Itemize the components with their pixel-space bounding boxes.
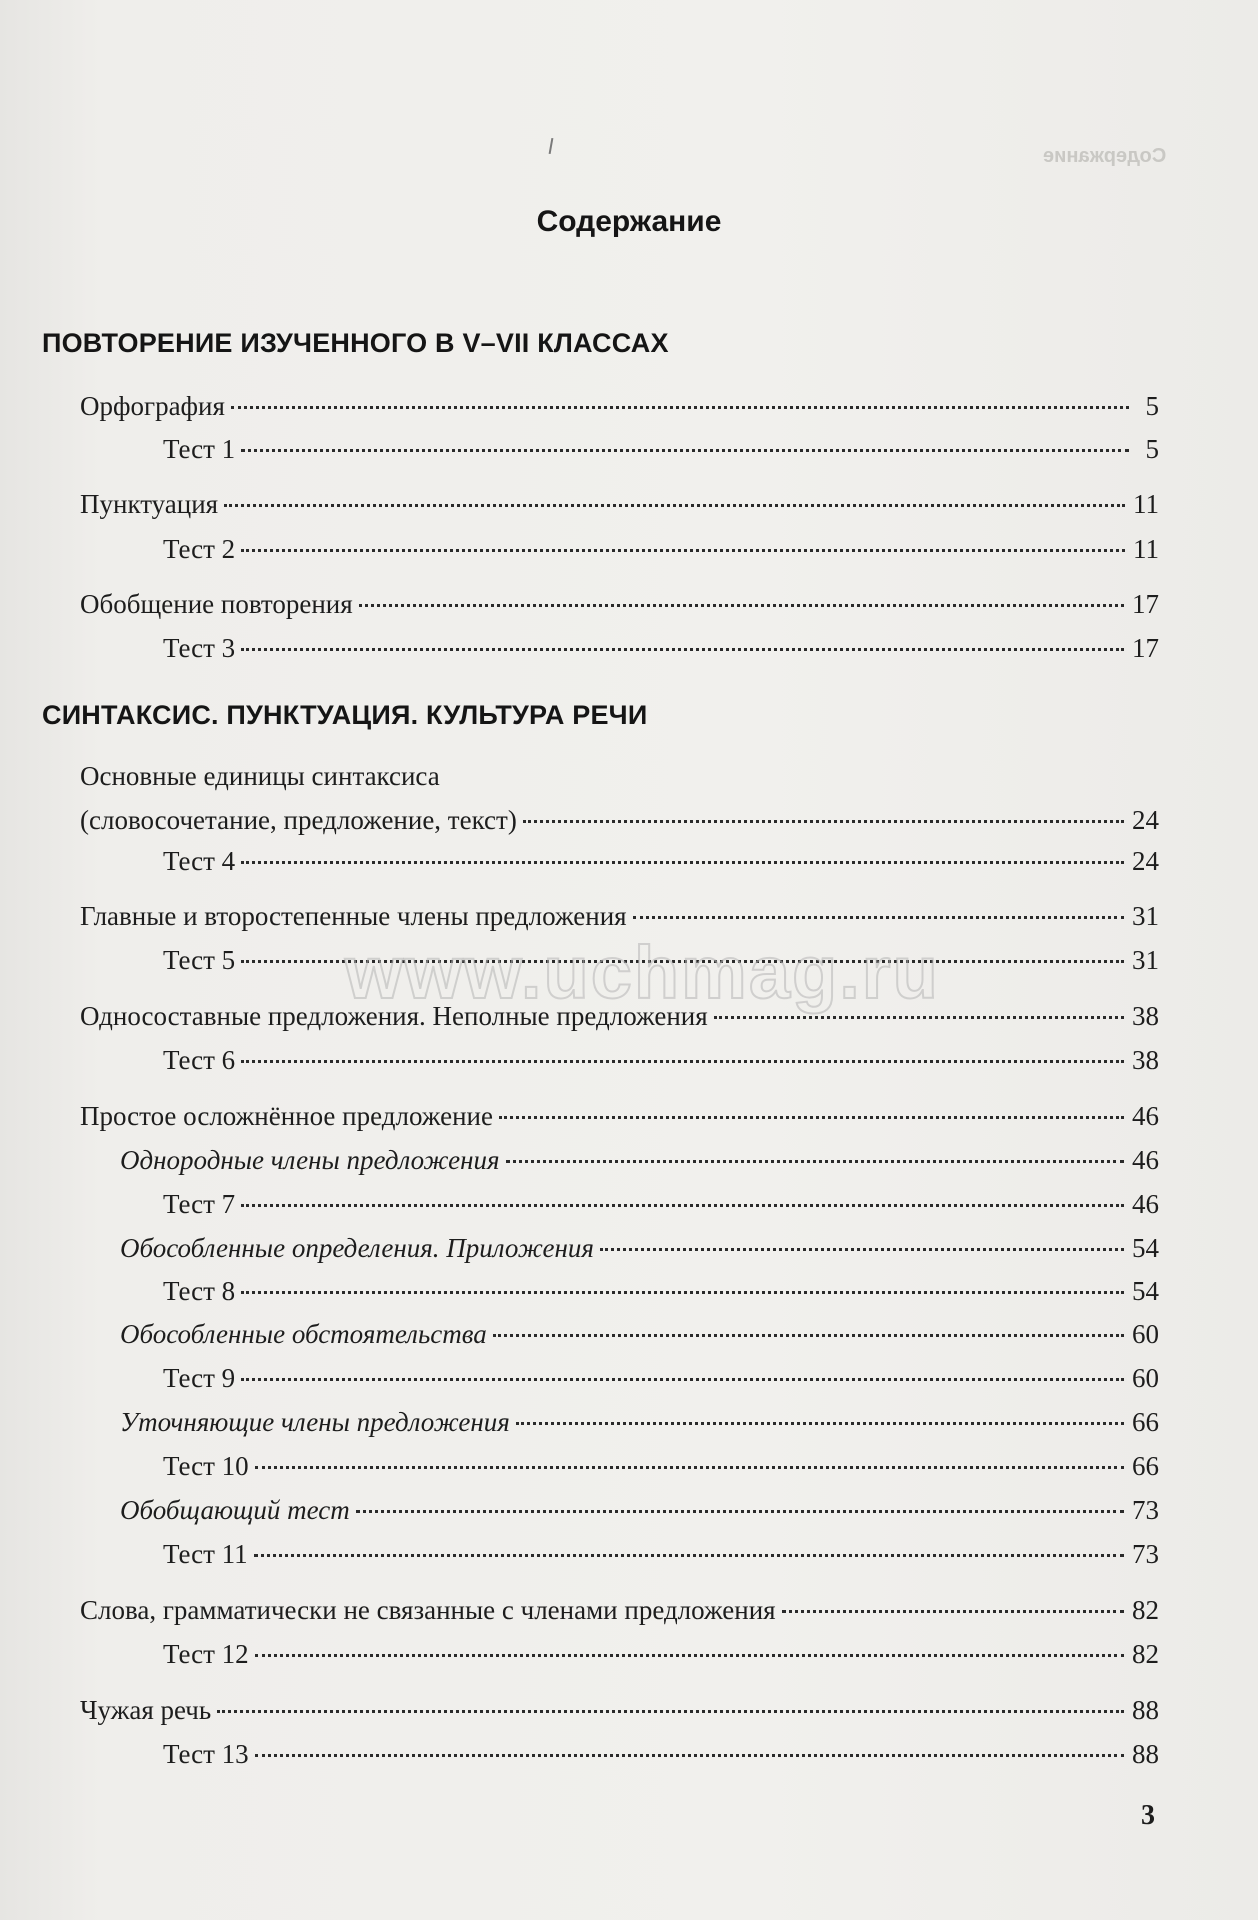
toc-entry[interactable] xyxy=(80,1694,1159,1726)
leader-dots xyxy=(506,1160,1124,1163)
toc-entry-label: Простое осложнённое предложение xyxy=(80,1101,493,1131)
section-heading-syntax: СИНТАКСИС. ПУНКТУАЦИЯ. КУЛЬТУРА РЕЧИ xyxy=(42,700,648,730)
toc-entry[interactable] xyxy=(120,1406,1159,1438)
leader-dots xyxy=(241,861,1124,864)
toc-entry-label: Слова, грамматически не связанные с членами предложения xyxy=(80,1595,776,1625)
toc-page-number: 73 xyxy=(1132,1539,1159,1569)
toc-page-number: 17 xyxy=(1132,633,1159,663)
section-heading-review: ПОВТОРЕНИЕ ИЗУЧЕННОГО В V–VII КЛАССАХ xyxy=(42,328,669,358)
toc-page-number: 73 xyxy=(1132,1495,1159,1525)
toc-page-number: 38 xyxy=(1132,1001,1159,1031)
toc-entry[interactable] xyxy=(163,1450,1159,1482)
leader-dots xyxy=(714,1016,1124,1019)
leader-dots xyxy=(255,1754,1124,1757)
toc-entry-label: Тест 12 xyxy=(163,1639,249,1669)
toc-entry-label: Тест 4 xyxy=(163,846,236,876)
toc-entry-label: Чужая речь xyxy=(80,1695,212,1725)
toc-entry[interactable] xyxy=(163,433,1159,465)
toc-entry[interactable] xyxy=(163,845,1159,877)
leader-dots xyxy=(254,1554,1124,1557)
toc-entry[interactable] xyxy=(163,1188,1159,1220)
toc-entry-label: Тест 10 xyxy=(163,1451,249,1481)
toc-page-number: 24 xyxy=(1132,846,1159,876)
leader-dots xyxy=(241,1291,1124,1294)
toc-entry-label: Однородные члены предложения xyxy=(120,1145,500,1175)
leader-dots xyxy=(516,1422,1124,1425)
leader-dots xyxy=(241,549,1125,552)
leader-dots xyxy=(633,916,1124,919)
leader-dots xyxy=(241,648,1124,651)
toc-entry-label: Тест 11 xyxy=(163,1539,248,1569)
leader-dots xyxy=(241,449,1129,452)
toc-entry-label: Обобщающий тест xyxy=(120,1495,350,1525)
leader-dots xyxy=(523,820,1124,823)
toc-entry[interactable] xyxy=(163,1538,1159,1570)
toc-entry[interactable] xyxy=(80,1100,1159,1132)
toc-page-number: 31 xyxy=(1132,945,1159,975)
toc-entry[interactable] xyxy=(163,1362,1159,1394)
toc-entry-label: Пунктуация xyxy=(80,489,219,519)
leader-dots xyxy=(241,1204,1124,1207)
toc-entry[interactable] xyxy=(163,1275,1159,1307)
toc-page-number: 46 xyxy=(1132,1189,1159,1219)
toc-page-number: 46 xyxy=(1132,1145,1159,1175)
toc-page-number: 46 xyxy=(1132,1101,1159,1131)
toc-entry-label: Тест 1 xyxy=(163,434,236,464)
watermark: www.uchmag.ru xyxy=(345,931,940,1014)
toc-page-number: 82 xyxy=(1132,1595,1159,1625)
toc-entry-label: Уточняющие члены предложения xyxy=(120,1407,510,1437)
toc-entry-label: Обобщение повторения xyxy=(80,589,353,619)
toc-entry[interactable] xyxy=(163,632,1159,664)
toc-page-number: 60 xyxy=(1132,1319,1159,1349)
toc-entry[interactable] xyxy=(120,1494,1159,1526)
toc-entry[interactable] xyxy=(163,1638,1159,1670)
toc-entry-label: Тест 6 xyxy=(163,1045,236,1075)
toc-entry-label: Тест 13 xyxy=(163,1739,249,1769)
toc-entry[interactable] xyxy=(120,1232,1159,1264)
toc-page-number: 82 xyxy=(1132,1639,1159,1669)
toc-entry[interactable] xyxy=(80,588,1159,620)
toc-entry[interactable] xyxy=(120,1144,1159,1176)
toc-page-number: 54 xyxy=(1132,1276,1159,1306)
toc-entry-label: Главные и второстепенные члены предложения xyxy=(80,901,627,931)
toc-page-number: 66 xyxy=(1132,1407,1159,1437)
leader-dots xyxy=(600,1248,1124,1251)
toc-entry[interactable] xyxy=(163,1738,1159,1770)
toc-page-number: 5 xyxy=(1145,391,1159,421)
toc-entry[interactable] xyxy=(80,1594,1159,1626)
toc-entry[interactable] xyxy=(80,390,1159,422)
toc-page-number: 88 xyxy=(1132,1739,1159,1769)
leader-dots xyxy=(255,1654,1124,1657)
toc-entry[interactable] xyxy=(80,488,1159,520)
toc-entry[interactable] xyxy=(80,900,1159,932)
leader-dots xyxy=(241,1378,1124,1381)
toc-entry-label: Обособленные определения. Приложения xyxy=(120,1233,594,1263)
toc-page-number: 54 xyxy=(1132,1233,1159,1263)
toc-page-number: 5 xyxy=(1145,434,1159,464)
bleed-through-header: Содержание xyxy=(1042,145,1166,167)
toc-entry-label: Тест 2 xyxy=(163,534,236,564)
toc-entry-label: (словосочетание, предложение, текст) xyxy=(80,805,517,835)
toc-entry-label: Односоставные предложения. Неполные предложения xyxy=(80,1001,708,1031)
toc-entry[interactable] xyxy=(80,804,1159,836)
pen-mark xyxy=(549,138,554,154)
toc-page-number: 11 xyxy=(1133,534,1159,564)
toc-entry-label: Тест 3 xyxy=(163,633,236,663)
toc-page-number: 60 xyxy=(1132,1363,1159,1393)
leader-dots xyxy=(224,504,1125,507)
leader-dots xyxy=(241,1060,1124,1063)
toc-page-number: 66 xyxy=(1132,1451,1159,1481)
leader-dots xyxy=(782,1610,1124,1613)
toc-entry-label: Обособленные обстоятельства xyxy=(120,1319,487,1349)
toc-entry[interactable] xyxy=(120,1318,1159,1350)
toc-page-number: 11 xyxy=(1133,489,1159,519)
toc-entry-label-line1: Основные единицы синтаксиса xyxy=(80,761,440,791)
toc-entry-label: Тест 7 xyxy=(163,1189,236,1219)
leader-dots xyxy=(217,1710,1124,1713)
toc-entry-label: Орфография xyxy=(80,391,225,421)
page-number-footer: 3 xyxy=(1141,1800,1155,1831)
toc-page-number: 88 xyxy=(1132,1695,1159,1725)
toc-page-number: 24 xyxy=(1132,805,1159,835)
toc-entry-label: Тест 8 xyxy=(163,1276,236,1306)
toc-page-number: 31 xyxy=(1132,901,1159,931)
toc-entry[interactable] xyxy=(163,533,1159,565)
leader-dots xyxy=(255,1466,1124,1469)
leader-dots xyxy=(493,1334,1124,1337)
toc-page-number: 17 xyxy=(1132,589,1159,619)
leader-dots xyxy=(499,1116,1124,1119)
toc-entry-label: Тест 9 xyxy=(163,1363,236,1393)
leader-dots xyxy=(359,604,1124,607)
toc-entry[interactable] xyxy=(163,1044,1159,1076)
toc-entry-label: Тест 5 xyxy=(163,945,236,975)
leader-dots xyxy=(231,406,1129,409)
leader-dots xyxy=(356,1510,1124,1513)
page-title: Содержание xyxy=(536,205,722,238)
toc-page-number: 38 xyxy=(1132,1045,1159,1075)
